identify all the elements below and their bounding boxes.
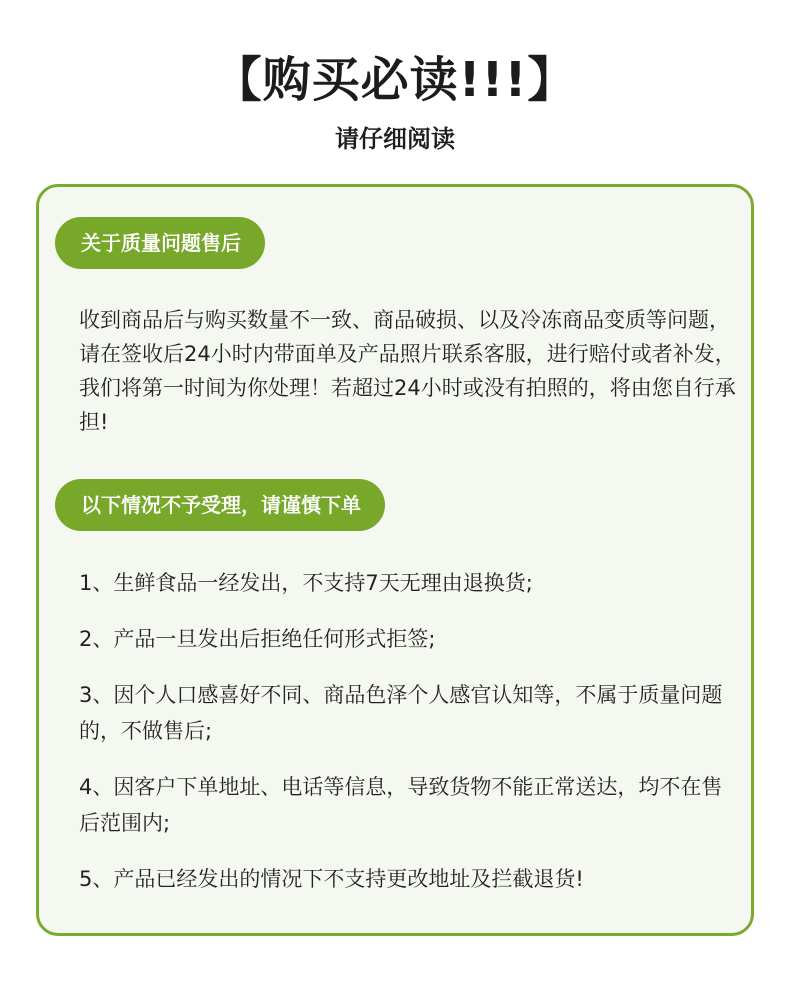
list-item: 1、生鲜食品一经发出，不支持7天无理由退换货; — [79, 571, 533, 595]
exclusion-list — [79, 565, 739, 897]
section-heading-exclusions: 以下情况不予受理，请谨慎下单 — [55, 479, 385, 531]
list-item: 5、产品已经发出的情况下不支持更改地址及拦截退货! — [79, 867, 584, 891]
page-title: 【购买必读!!!】 — [213, 52, 577, 108]
notice-card — [36, 184, 754, 936]
page-subtitle: 请仔细阅读 — [335, 125, 455, 153]
list-item: 4、因客户下单地址、电话等信息，导致货物不能正常送达，均不在售后范围内; — [79, 775, 723, 835]
list-item: 3、因个人口感喜好不同、商品色泽个人感官认知等，不属于质量问题的，不做售后; — [79, 683, 723, 743]
quality-paragraph: 收到商品后与购买数量不一致、商品破损、以及冷冻商品变质等问题，请在签收后24小时内带面单及产品照片联系客服，进行赔付或者补发，我们将第一时间为你处理！若超过24小时或没有拍照的，将由您自行承担! — [79, 308, 736, 434]
section-heading-quality: 关于质量问题售后 — [55, 217, 265, 269]
list-item: 2、产品一旦发出后拒绝任何形式拒签; — [79, 627, 436, 651]
